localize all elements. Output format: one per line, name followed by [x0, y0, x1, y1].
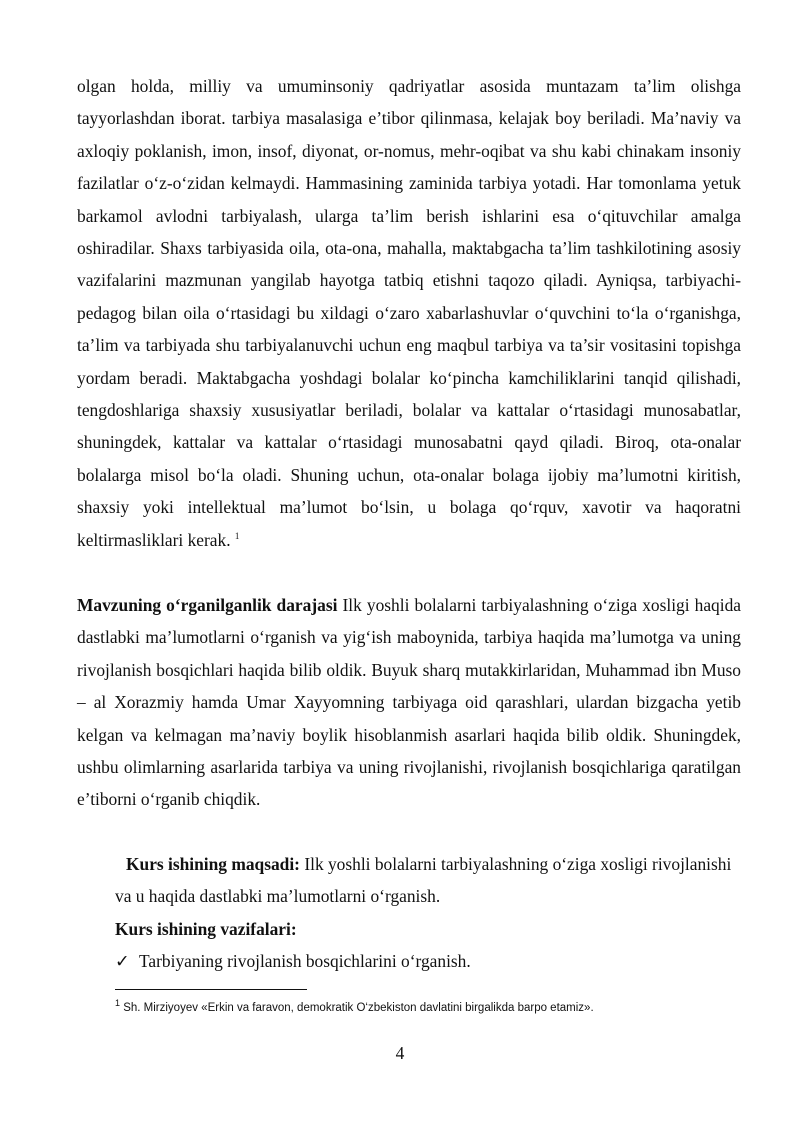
footnote-text: Sh. Mirziyoyev «Erkin va faravon, demokratik O‘zbekiston davlatini birgalikda barpo etamiz». — [120, 1002, 594, 1014]
footnote-number: 1 — [115, 998, 121, 1009]
checkmark-icon: ✓ — [115, 951, 130, 971]
task-item-text: Tarbiyaning rivojlanish bosqichlarini o‘rganish. — [139, 951, 471, 971]
course-tasks-heading: Kurs ishining vazifalari: — [115, 919, 297, 939]
study-degree-paragraph — [77, 589, 741, 816]
course-goal-heading: Kurs ishining maqsadi: — [126, 854, 300, 874]
course-goal-paragraph — [115, 848, 741, 913]
footnote-reference: 1 — [234, 530, 240, 541]
study-degree-text: Ilk yoshli bolalarni tarbiyalashning o‘ziga xosligi haqida dastlabki ma’lumotlarni o‘rganish va yig‘ish maboynida, tarbiya haqida ma’lumotga va uning rivojlanish bosqichlari haqida bilib oldik. Buyuk sharq mutakkirlaridan, Muhammad ibn Muso – al Xorazmiy hamda Umar Xayyomning tarbiyaga oid qarashlari, ulardan bizgacha yetib kelgan va kelmagan ma’naviy boylik hisoblanmish asarlari haqida bilib oldik. Shuningdek, ushbu olimlarning asarlarida tarbiya va uning rivojlanishi, rivojlanish bosqichlariga qaratilgan e’tiborni o‘rganib chiqdik. — [77, 595, 741, 810]
course-goal-text: Ilk yoshli bolalarni tarbiyalashning o‘ziga xosligi rivojlanishi va u haqida dastlabki ma’lumotlarni o‘rganish. — [115, 854, 732, 907]
page-number: 4 — [395, 1043, 405, 1063]
body-paragraph — [77, 70, 741, 556]
body-paragraph-text: olgan holda, milliy va umuminsoniy qadriyatlar asosida muntazam ta’lim olishga tayyorlashdan iborat. tarbiya masalasiga e’tibor qilinmasa, kelajak boy beriladi. Ma’naviy va axloqiy poklanish, imon, insof, diyonat, or-nomus, mehr-oqibat va shu kabi chinakam insoniy fazilatlar o‘z-o‘zidan kelmaydi. Hammasining zaminida tarbiya yotadi. Har tomonlama yetuk barkamol avlodni tarbiyalash, ularga ta’lim berish ishlarini esa o‘qituvchilar amalga oshiradilar. Shaxs tarbiyasida oila, ota-ona, mahalla, maktabgacha ta’lim tashkilotining asosiy vazifalarini mazmunan yangilab hayotga tatbiq etishni taqozo qiladi. Ayniqsa, tarbiyachi-pedagog bilan oila o‘rtasidagi bu xildagi o‘zaro xabarlashuvlar o‘quvchini to‘la o‘rganishga, ta’lim va tarbiyada shu tarbiyalanuvchi uchun eng maqbul tarbiya va ta’sir vositasini topishga yordam beradi. Maktabgacha yoshdagi bolalar ko‘pincha kamchiliklarini tanqid qilishadi, tengdoshlariga shaxsiy xususiyatlar beriladi, bolalar va kattalar o‘rtasidagi munosabatlar, shuningdek, kattalar va kattalar o‘rtasidagi munosabatni qayd qiladi. Biroq, ota-onalar bolalarga misol bo‘la oladi. Shuning uchun, ota-onalar bolaga ijobiy ma’lumotni kiritish, shaxsiy yoki intellektual ma’lumot bo‘lsin, u bolaga qo‘rquv, xavotir va haqoratni keltirmasliklari kerak. — [77, 76, 741, 550]
task-list-item — [115, 945, 471, 977]
footnote-divider — [115, 989, 307, 990]
footnote — [115, 1000, 594, 1016]
study-degree-heading: Mavzuning o‘rganilganlik darajasi — [77, 595, 338, 615]
